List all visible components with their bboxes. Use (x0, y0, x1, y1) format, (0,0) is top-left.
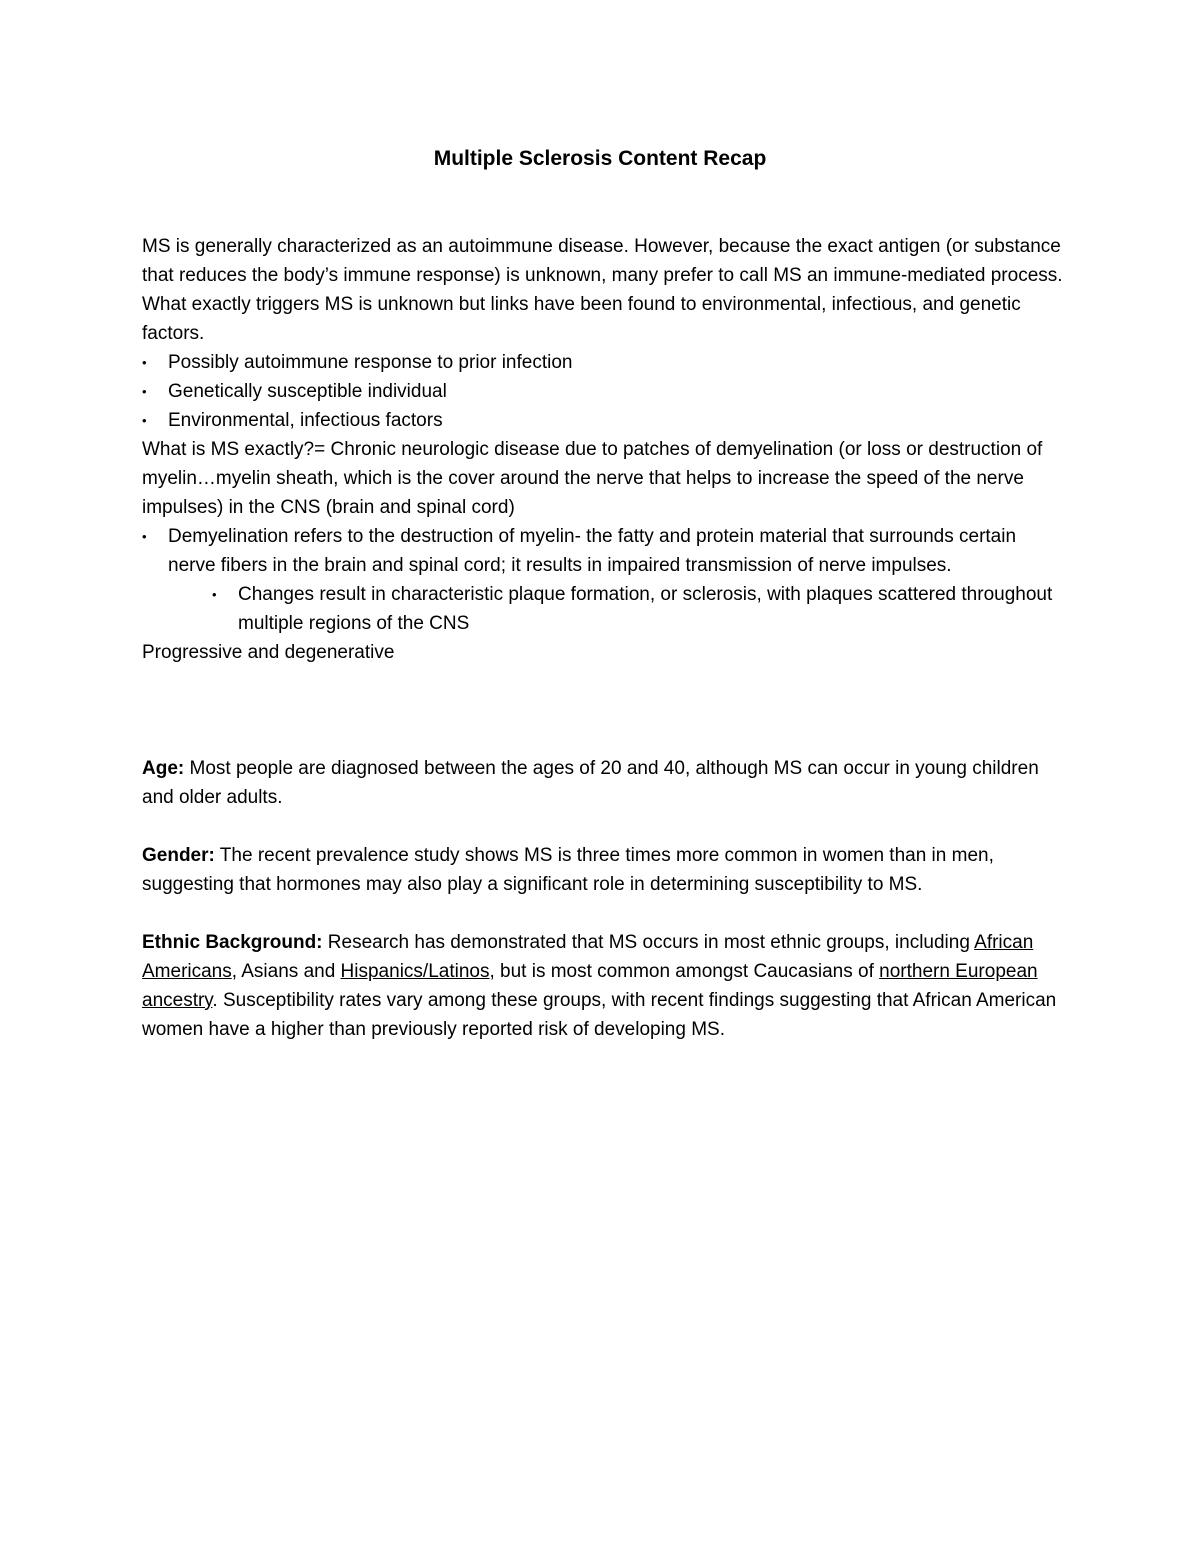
bullet-icon: • (142, 413, 147, 428)
intro-paragraph-autoimmune: MS is generally characterized as an autoimmune disease. However, because the exact antigen (or substance that reduces the body’s immune response) is unknown, many prefer to call MS an immune-mediated process. (142, 236, 1063, 286)
bullet-icon: • (212, 587, 217, 602)
triggers-list (142, 348, 1067, 435)
ethnic-text-1: Research has demonstrated that MS occurs in most ethnic groups, including (322, 932, 975, 953)
spacer (142, 812, 1067, 841)
age-paragraph (142, 754, 1067, 812)
age-label: Age: (142, 758, 185, 779)
page-title: Multiple Sclerosis Content Recap (433, 147, 767, 170)
gender-text: The recent prevalence study shows MS is three times more common in women than in men, suggesting that hormones may also play a significant role in determining susceptibility to MS. (142, 845, 994, 895)
bullet-icon: • (142, 384, 147, 399)
african-americans-link[interactable]: African Americans (142, 932, 1034, 982)
hispanics-latinos-link[interactable]: Hispanics/Latinos (340, 961, 490, 982)
list-item (142, 348, 1067, 377)
bullet-icon: • (142, 529, 147, 544)
list-item-text: Possibly autoimmune response to prior infection (168, 352, 573, 373)
gender-label: Gender: (142, 845, 215, 866)
list-item-text: Genetically susceptible individual (168, 381, 447, 402)
bullet-icon: • (142, 355, 147, 370)
ethnic-paragraph (142, 928, 1067, 1044)
list-item (142, 580, 1067, 638)
definition-paragraph: What is MS exactly?= Chronic neurologic disease due to patches of demyelination (or loss or destruction of myelin…myelin sheath, which is the cover around the nerve that helps to increase the speed of the nerve impulses) in the CNS (brain and spinal cord) (142, 439, 1043, 518)
ethnic-text-2: , Asians and (231, 961, 341, 982)
ethnic-label: Ethnic Background: (142, 932, 323, 953)
changes-sublist (142, 580, 1067, 638)
list-item-text: Demyelination refers to the destruction of myelin- the fatty and protein material that surrounds certain nerve fibers in the brain and spinal cord; it results in impaired transmission of nerve impulses. (168, 526, 1017, 576)
spacer (142, 899, 1067, 928)
progressive-line: Progressive and degenerative (142, 642, 395, 663)
demyelination-list (142, 522, 1067, 580)
northern-european-ancestry-link[interactable]: northern European ancestry (142, 961, 1038, 1011)
list-item-text: Environmental, infectious factors (168, 410, 443, 431)
ethnic-text-4: . Susceptibility rates vary among these groups, with recent findings suggesting that African American women have a higher than previously reported risk of developing MS. (142, 990, 1057, 1040)
list-item (142, 522, 1067, 580)
list-item-text: Changes result in characteristic plaque formation, or sclerosis, with plaques scattered throughout multiple regions of the CNS (238, 584, 1053, 634)
list-item (142, 377, 1067, 406)
list-item (142, 406, 1067, 435)
spacer (142, 667, 1067, 754)
ethnic-text-3: , but is most common amongst Caucasians of (489, 961, 880, 982)
age-text: Most people are diagnosed between the ages of 20 and 40, although MS can occur in young children and older adults. (142, 758, 1039, 808)
document-body (142, 232, 1067, 1044)
gender-paragraph (142, 841, 1067, 899)
intro-paragraph-triggers: What exactly triggers MS is unknown but links have been found to environmental, infectious, and genetic factors. (142, 294, 1021, 344)
